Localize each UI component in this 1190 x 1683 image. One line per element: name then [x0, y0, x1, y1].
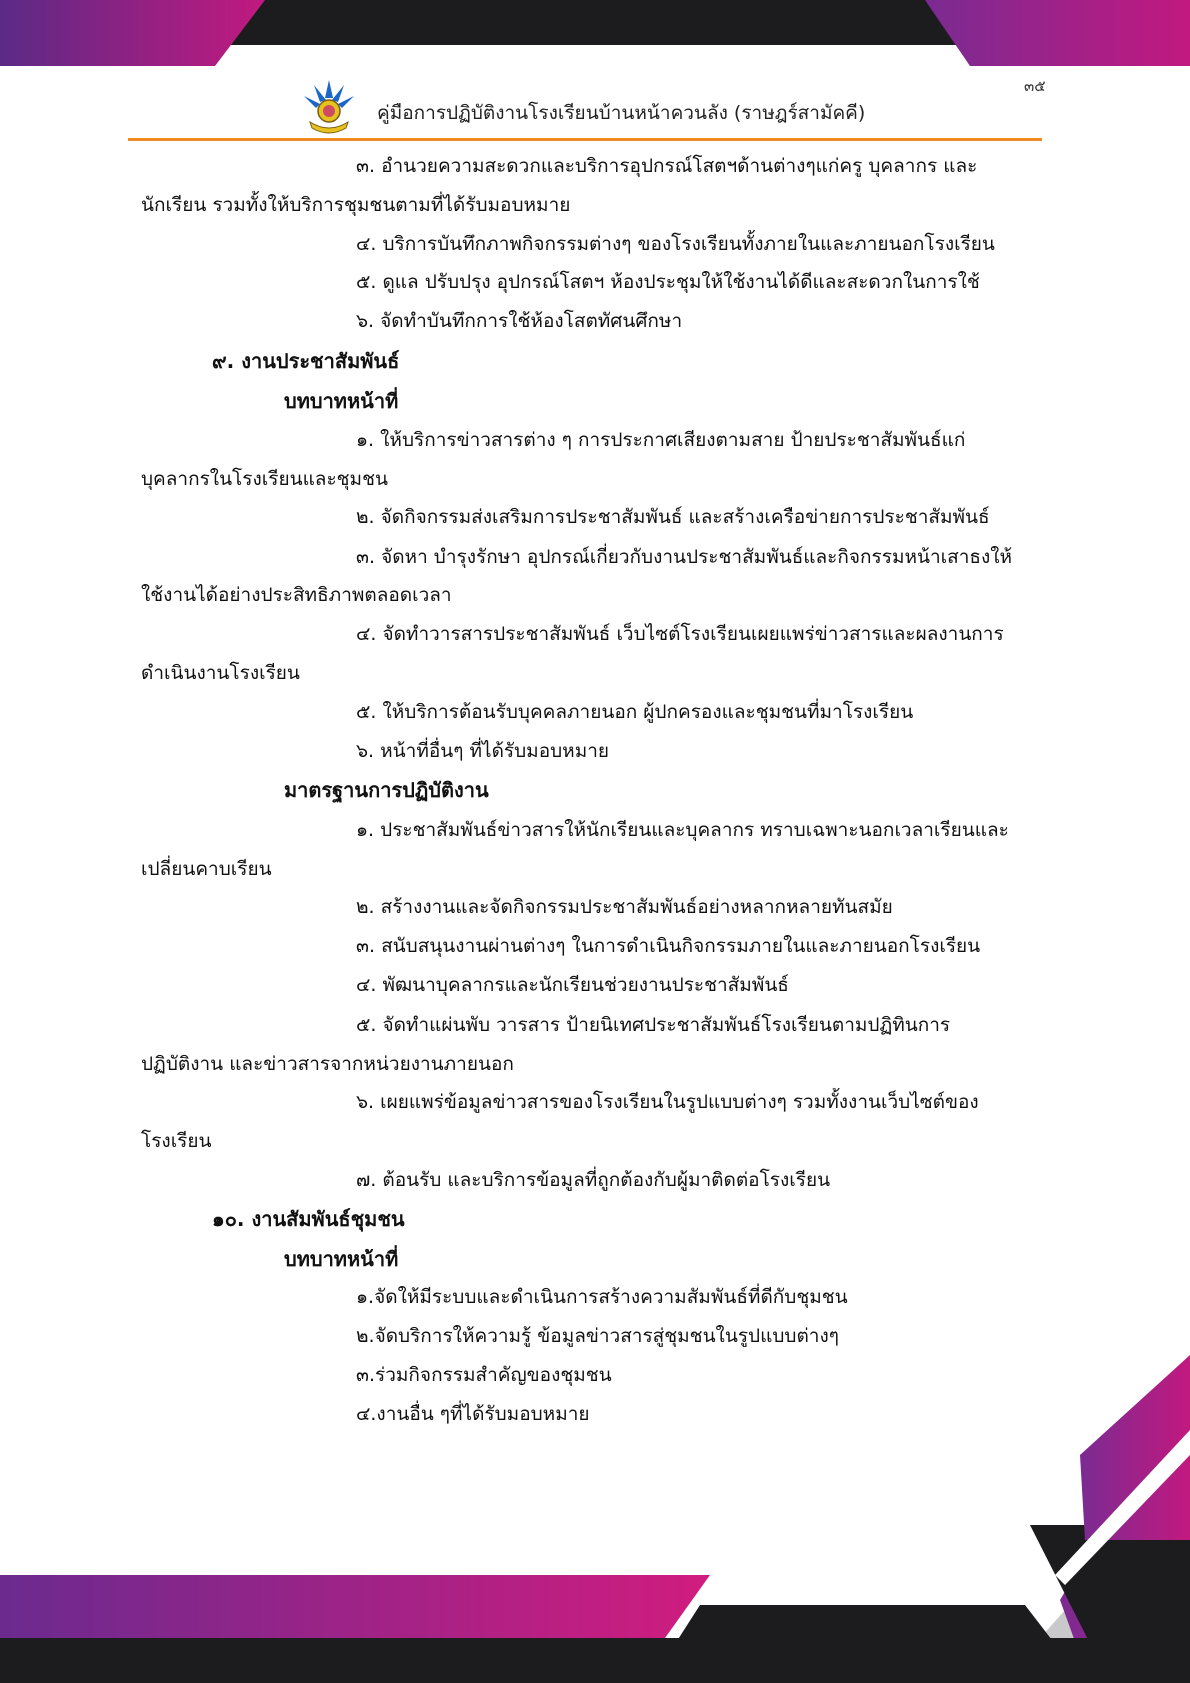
body-line: ใช้งานได้อย่างประสิทธิภาพตลอดเวลา [141, 584, 452, 606]
body-line: โรงเรียน [141, 1130, 212, 1152]
body-line: นักเรียน รวมทั้งให้บริการชุมชนตามที่ได้รับมอบหมาย [141, 194, 571, 216]
body-line: ๑.จัดให้มีระบบและดำเนินการสร้างความสัมพันธ์ที่ดีกับชุมชน [356, 1286, 848, 1308]
section-heading: ๑๐. งานสัมพันธ์ชุมชน [212, 1207, 405, 1231]
subsection-heading: บทบาทหน้าที่ [284, 1247, 399, 1271]
body-line: ๓.ร่วมกิจกรรมสำคัญของชุมชน [356, 1364, 612, 1386]
bottom-right-gray-stripe [1000, 1470, 1190, 1683]
body-line: ๔.งานอื่น ๆที่ได้รับมอบหมาย [356, 1403, 590, 1425]
header-divider [128, 138, 1042, 141]
body-line: ๕. ดูแล ปรับปรุง อุปกรณ์โสตฯ ห้องประชุมให้ใช้งานได้ดีและสะดวกในการใช้ [356, 271, 980, 293]
bottom-right-gradient-top [1080, 1355, 1190, 1540]
subsection-heading: มาตรฐานการปฏิบัติงาน [284, 778, 489, 802]
body-line: ๖. หน้าที่อื่นๆ ที่ได้รับมอบหมาย [356, 740, 610, 762]
body-line: ๕. จัดทำแผ่นพับ วารสาร ป้ายนิเทศประชาสัมพันธ์โรงเรียนตามปฏิทินการ [356, 1014, 951, 1036]
body-line: ๖. เผยแพร่ข้อมูลข่าวสารของโรงเรียนในรูปแบบต่างๆ รวมทั้งงานเว็บไซต์ของ [356, 1091, 979, 1113]
body-line: เปลี่ยนคาบเรียน [141, 858, 272, 880]
body-line: ๒. สร้างงานและจัดกิจกรรมประชาสัมพันธ์อย่างหลากหลายทันสมัย [356, 896, 893, 918]
subsection-heading: บทบาทหน้าที่ [284, 389, 399, 413]
top-dark-band [215, 0, 970, 45]
bottom-right-white-line [1055, 1430, 1190, 1585]
bottom-dark-slant [650, 1605, 1085, 1683]
bottom-dark-band [0, 1638, 1190, 1683]
bottom-left-gradient [0, 1575, 710, 1638]
body-line: ๕. ให้บริการต้อนรับบุคคลภายนอก ผู้ปกครองและชุมชนที่มาโรงเรียน [356, 701, 914, 723]
top-right-gradient [925, 0, 1190, 66]
body-line: ๓. อำนวยความสะดวกและบริการอุปกรณ์โสตฯด้านต่างๆแก่ครู บุคลากร และ [356, 155, 978, 177]
body-line: ๓. สนับสนุนงานผ่านต่างๆ ในการดำเนินกิจกรรมภายในและภายนอกโรงเรียน [356, 935, 981, 957]
body-line: ๓. จัดหา บำรุงรักษา อุปกรณ์เกี่ยวกับงานประชาสัมพันธ์และกิจกรรมหน้าเสาธงให้ [356, 546, 1013, 568]
body-line: ๖. จัดทำบันทึกการใช้ห้องโสตทัศนศึกษา [356, 310, 683, 332]
bottom-right-dark [1030, 1525, 1190, 1683]
bottom-right-magenta [1060, 1380, 1190, 1683]
section-heading: ๙. งานประชาสัมพันธ์ [212, 349, 400, 373]
body-line: บุคลากรในโรงเรียนและชุมชน [141, 468, 388, 490]
body-line: ๑. ประชาสัมพันธ์ข่าวสารให้นักเรียนและบุคลากร ทราบเฉพาะนอกเวลาเรียนและ [356, 819, 1009, 841]
bottom-right-white-stripe [1060, 1490, 1190, 1595]
top-left-gradient [0, 0, 265, 66]
body-line: ๔. บริการบันทึกภาพกิจกรรมต่างๆ ของโรงเรียนทั้งภายในและภายนอกโรงเรียน [356, 233, 995, 255]
body-line: ๔. พัฒนาบุคลากรและนักเรียนช่วยงานประชาสัมพันธ์ [356, 974, 789, 996]
body-line: ปฏิบัติงาน และข่าวสารจากหน่วยงานภายนอก [141, 1053, 514, 1075]
body-line: ๗. ต้อนรับ และบริการข้อมูลที่ถูกต้องกับผู้มาติดต่อโรงเรียน [356, 1169, 831, 1191]
body-line: ดำเนินงานโรงเรียน [141, 662, 300, 684]
body-line: ๑. ให้บริการข่าวสารต่าง ๆ การประกาศเสียงตามสาย ป้ายประชาสัมพันธ์แก่ [356, 429, 966, 451]
body-line: ๒. จัดกิจกรรมส่งเสริมการประชาสัมพันธ์ และสร้างเครือข่ายการประชาสัมพันธ์ [356, 506, 990, 528]
page-number: ๓๕ [1024, 77, 1046, 95]
body-line: ๔. จัดทำวารสารประชาสัมพันธ์ เว็บไซต์โรงเรียนเผยแพร่ข่าวสารและผลงานการ [356, 623, 1004, 645]
school-logo-icon [300, 78, 358, 140]
body-line: ๒.จัดบริการให้ความรู้ ข้อมูลข่าวสารสู่ชุมชนในรูปแบบต่างๆ [356, 1325, 839, 1347]
document-header-title: คู่มือการปฏิบัติงานโรงเรียนบ้านหน้าควนลัง (ราษฎร์สามัคคี) [377, 102, 866, 124]
